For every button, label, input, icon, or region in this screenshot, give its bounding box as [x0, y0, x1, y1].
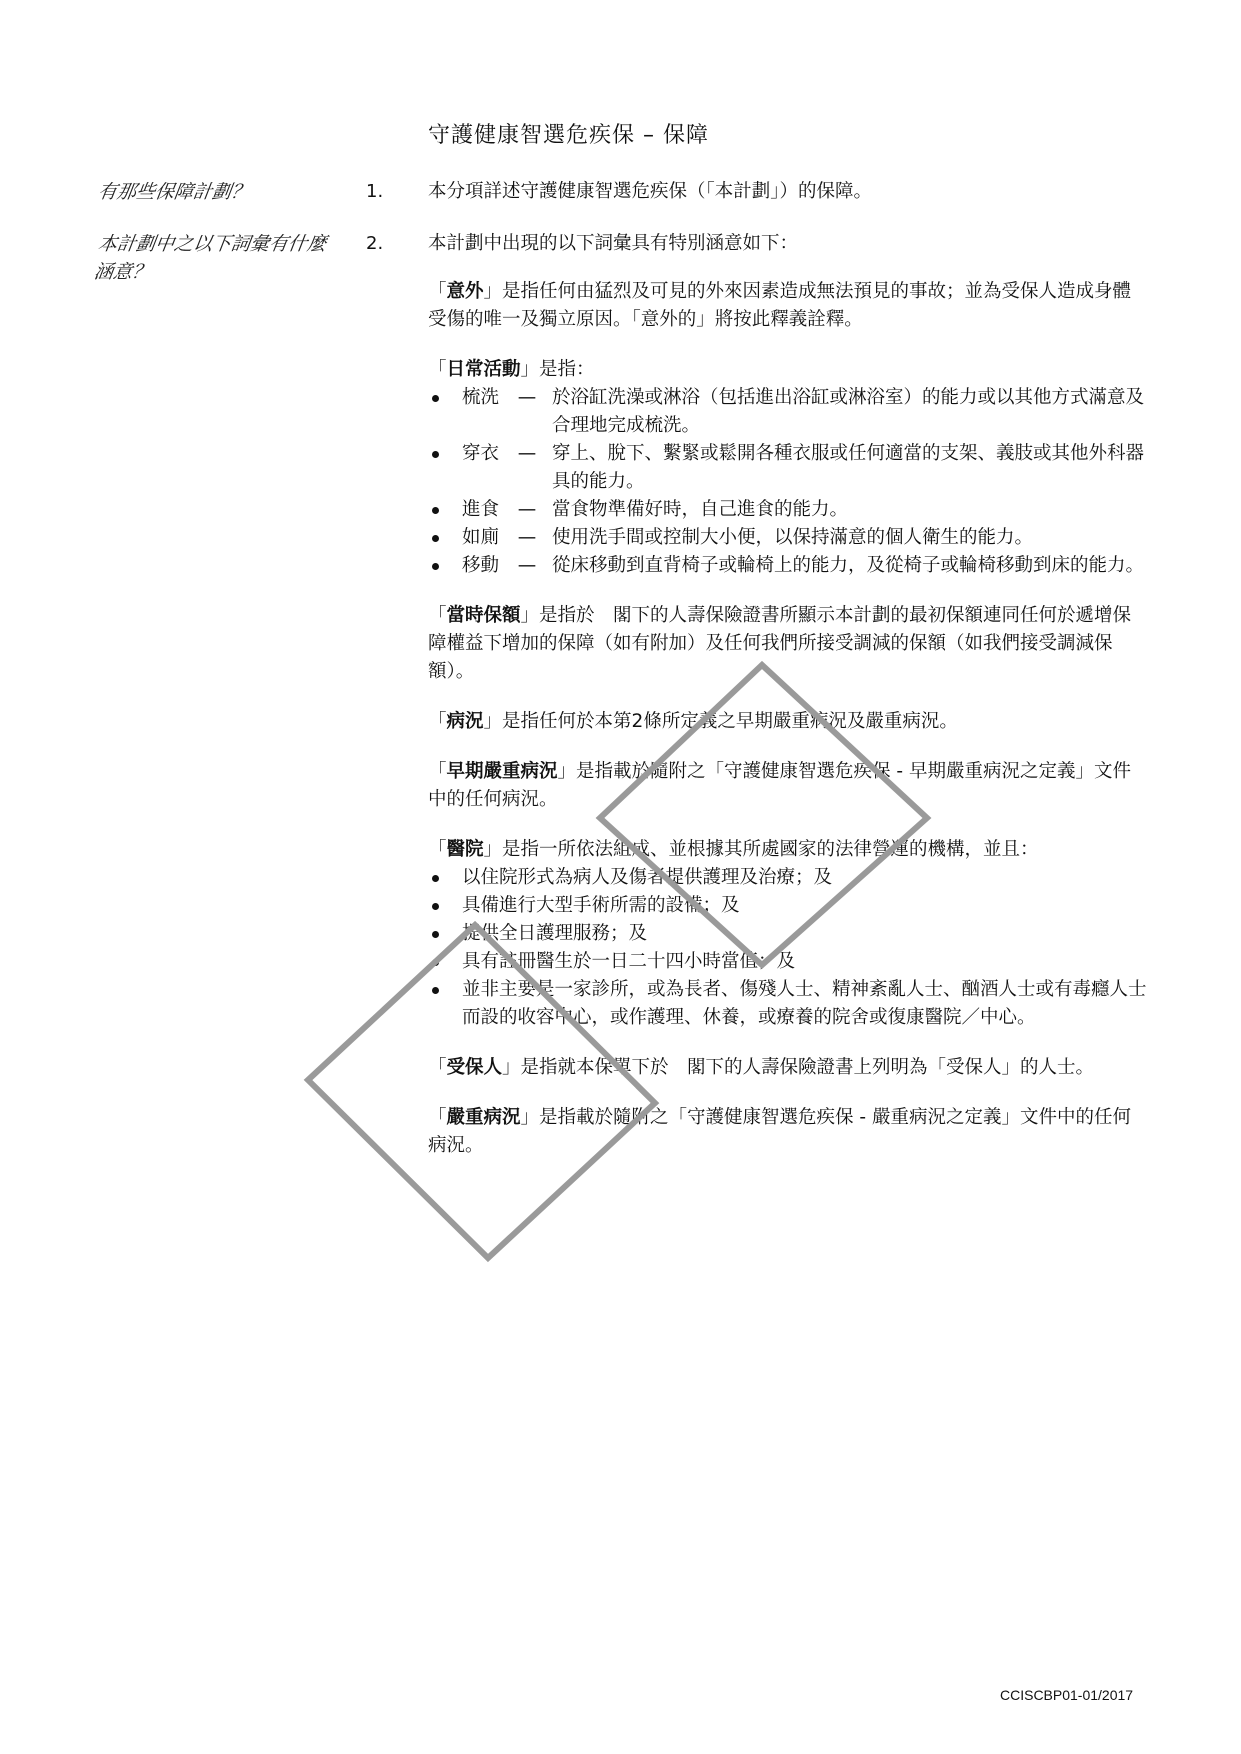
list-item: 以住院形式為病人及傷者提供護理及治療；及	[428, 864, 1148, 892]
term-accident: 意外	[446, 281, 484, 302]
hospital-list	[428, 864, 1148, 1032]
definition-early-condition: 「早期嚴重病況」是指載於隨附之「守護健康智選危疾保 - 早期嚴重病況之定義」文件中的任何病況。	[428, 761, 1131, 810]
list-item: 提供全日護理服務；及	[428, 920, 1148, 948]
list-item: 進食 — 當食物準備好時，自己進食的能力。	[428, 496, 1148, 524]
term-hospital: 醫院	[446, 839, 484, 860]
term-adl: 日常活動	[446, 359, 521, 380]
definition-current-sum: 「當時保額」是指於 閣下的人壽保險證書所顯示本計劃的最初保額連同任何於遞增保障權益下增加的保障（如有附加）及任何我們所接受調減的保額（如我們接受調減保額）。	[428, 605, 1132, 682]
page-title: 守護健康智選危疾保 – 保障	[428, 123, 709, 148]
term-critical: 嚴重病況	[446, 1107, 521, 1128]
term-insured: 受保人	[446, 1057, 503, 1078]
adl-list	[428, 384, 1148, 580]
definition-adl: 「日常活動」是指：	[428, 359, 595, 380]
section-body-2	[428, 230, 1148, 1160]
section-number-2: 2.	[366, 233, 384, 254]
section-text-2: 本計劃中出現的以下詞彙具有特別涵意如下：	[428, 233, 799, 254]
term-current-sum: 當時保額	[446, 605, 521, 626]
definition-condition: 「病況」是指任何於本第2條所定義之早期嚴重病況及嚴重病況。	[428, 711, 958, 732]
document-code: CCISCBP01-01/2017	[1000, 1687, 1134, 1703]
definition-accident: 「意外」是指任何由猛烈及可見的外來因素造成無法預見的事故；並為受保人造成身體受傷的唯一及獨立原因。「意外的」將按此釋義詮釋。	[428, 281, 1132, 330]
list-item: 穿衣 — 穿上、脫下、繫緊或鬆開各種衣服或任何適當的支架、義肢或其他外科器具的能力。	[428, 440, 1148, 496]
list-item: 如廁 — 使用洗手間或控制大小便，以保持滿意的個人衛生的能力。	[428, 524, 1148, 552]
list-item: 梳洗 — 於浴缸洗澡或淋浴（包括進出浴缸或淋浴室）的能力或以其他方式滿意及合理地完成梳洗。	[428, 384, 1148, 440]
list-item: 具備進行大型手術所需的設備；及	[428, 892, 1148, 920]
side-question-1: 有那些保障計劃？	[96, 181, 252, 203]
list-item: 具有註冊醫生於一日二十四小時當值；及	[428, 948, 1148, 976]
definition-hospital: 「醫院」是指一所依法組成、並根據其所處國家的法律營運的機構，並且：	[428, 839, 1039, 860]
section-number-1: 1.	[366, 181, 384, 202]
list-item: 移動 — 從床移動到直背椅子或輪椅上的能力，及從椅子或輪椅移動到床的能力。	[428, 552, 1148, 580]
term-condition: 病況	[446, 711, 484, 732]
term-early-condition: 早期嚴重病況	[446, 761, 558, 782]
section-text-1: 本分項詳述守護健康智選危疾保（「本計劃」）的保障。	[428, 181, 873, 202]
list-item: 並非主要是一家診所，或為長者、傷殘人士、精神紊亂人士、酗酒人士或有毒癮人士而設的收容中心，或作護理、休養，或療養的院舍或復康醫院／中心。	[428, 976, 1148, 1032]
side-question-2: 本計劃中之以下詞彙有什麼涵意？	[92, 233, 328, 283]
definition-critical: 「嚴重病況」是指載於隨附之「守護健康智選危疾保 - 嚴重病況之定義」文件中的任何病況。	[428, 1107, 1131, 1156]
definition-insured: 「受保人」是指就本保單下於 閣下的人壽保險證書上列明為「受保人」的人士。	[428, 1057, 1095, 1078]
